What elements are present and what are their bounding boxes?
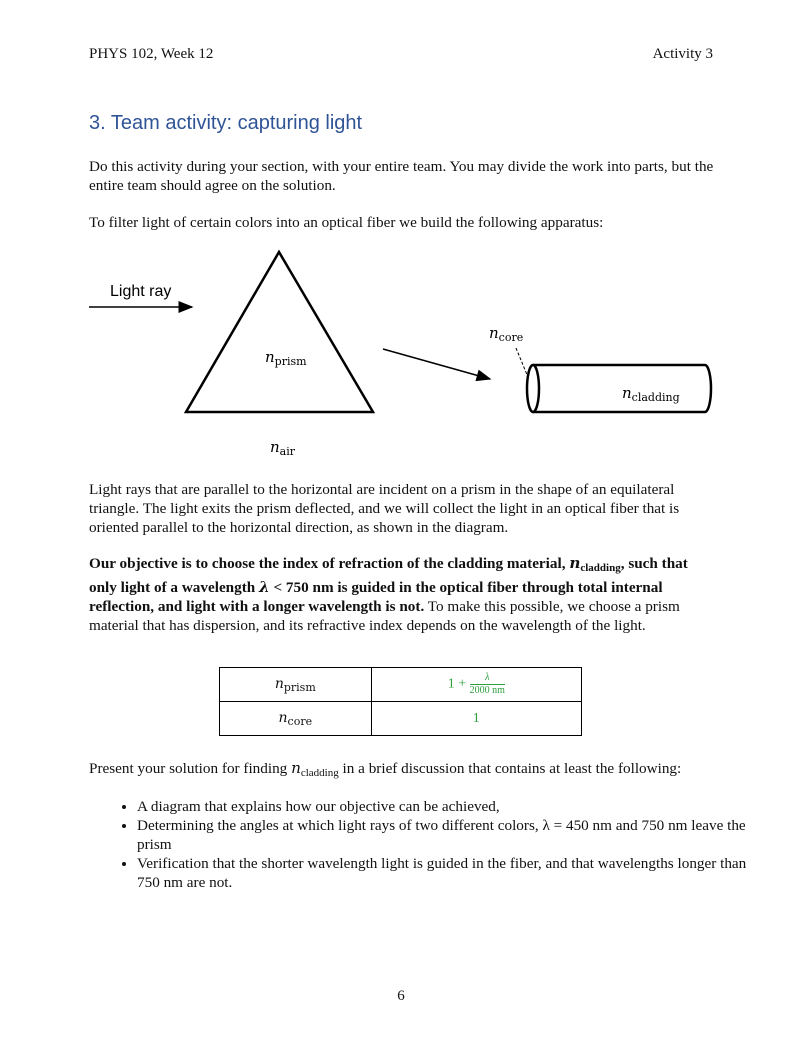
light-ray-label: Light ray xyxy=(110,283,172,300)
objective-paragraph xyxy=(89,554,719,635)
objective-bold-b: , such that only light of a wavelength xyxy=(89,555,688,596)
table-cell-prism-formula: 1 + $\frac{\lambda}{2000 nm}$ xyxy=(371,668,581,702)
present-paragraph: Present your solution for finding $n_{cladding}$ in a brief discussion that contains at least the following: xyxy=(89,759,682,779)
header-course: PHYS 102, Week 12 xyxy=(89,46,214,62)
objective-lambda: λ xyxy=(259,578,270,596)
intro-paragraph: Do this activity during your section, with your entire team. You may divide the work into parts, but the entire team should agree on the solution. xyxy=(89,158,714,194)
table-cell-n-prism: $n_{prism}$ xyxy=(220,668,372,702)
list-item: • Verification that the shorter wavelength light is guided in the fiber, and that wavelengths longer than 750 nm are not. xyxy=(137,854,767,892)
list-item: • Determining the angles at which light rays of two different colors, λ = 450 nm and 750 nm leave the prism xyxy=(137,816,767,854)
table-cell-n-core: $n_{core}$ xyxy=(220,702,372,736)
table-cell-core-value: 1 xyxy=(371,702,581,736)
objective-bold-c: < 750 nm is guided in the optical fiber through total internal reflection, and light with a longer wavelength is not. xyxy=(89,579,663,615)
objective-bold-a: Our objective is to choose the index of refraction of the cladding material, xyxy=(89,555,570,572)
header-activity: Activity 3 xyxy=(652,46,713,62)
objective-n-symbol: n xyxy=(569,554,581,572)
table-row xyxy=(220,668,582,702)
objective-normal-text: To make this possible, we choose a prism material that has dispersion, and its refractive index depends on the wavelength of the light. xyxy=(89,598,680,634)
table-row xyxy=(220,702,582,736)
n-core-label: $n_{core}$ xyxy=(489,324,524,344)
list-item: • A diagram that explains how our objective can be achieved, xyxy=(137,797,767,816)
formula-fraction: $\frac{\lambda}{2000 nm}$ xyxy=(469,672,505,696)
objective-cladding-sub: cladding xyxy=(580,562,621,574)
requirements-list xyxy=(89,797,767,892)
optical-fiber xyxy=(527,365,711,412)
refractive-index-table xyxy=(219,667,582,736)
apparatus-diagram xyxy=(0,240,802,465)
n-prism-label: $n_{prism}$ xyxy=(265,348,307,368)
n-air-label: $n_{air}$ xyxy=(270,438,296,458)
section-title: 3. Team activity: capturing light xyxy=(89,112,363,134)
n-cladding-label: $n_{cladding}$ xyxy=(622,384,680,404)
description-paragraph: Light rays that are parallel to the horizontal are incident on a prism in the shape of an equilateral triangle. The light exits the prism deflected, and we will collect the light in an optical fiber that is oriented parallel to the horizontal direction, as shown in the diagram. xyxy=(89,481,680,536)
page-number: 6 xyxy=(397,988,405,1004)
prism-triangle xyxy=(186,252,373,412)
deflected-ray-arrow xyxy=(383,349,490,379)
apparatus-sentence: To filter light of certain colors into an optical fiber we build the following apparatus: xyxy=(89,214,604,231)
